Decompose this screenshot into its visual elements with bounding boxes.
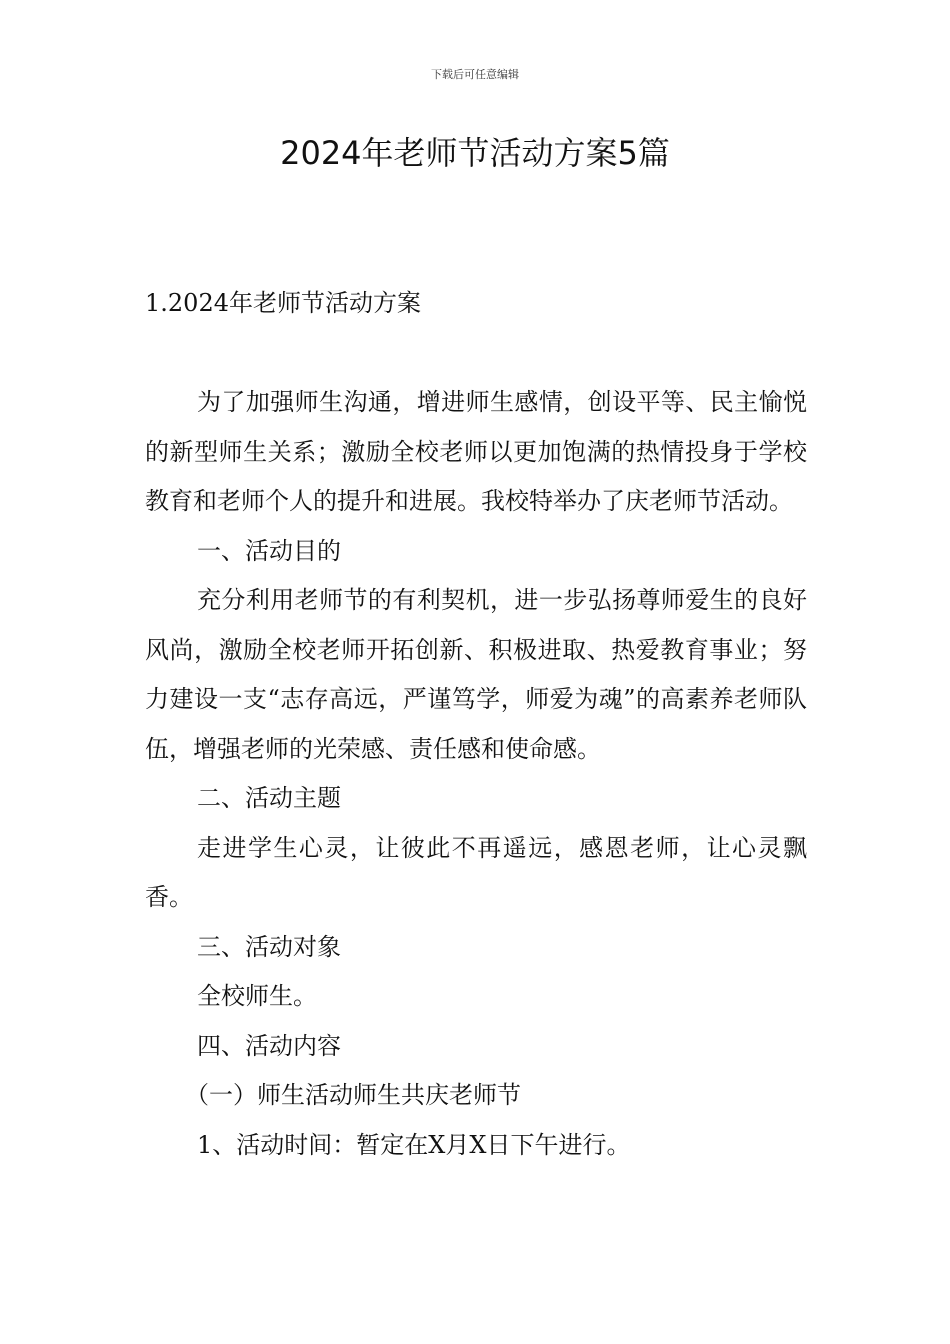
heading-activity-purpose: 一、活动目的: [197, 536, 341, 565]
document-body: [145, 378, 807, 1170]
subheading-teacher-student-activity: （一）师生活动师生共庆老师节: [185, 1081, 521, 1109]
purpose-paragraph: 充分利用老师节的有利契机，进一步弘扬尊师爱生的良好风尚，激励全校老师开拓创新、积极进取、热爱教育事业；努力建设一支“志存高远，严谨笃学，师爱为魂”的高素养老师队伍，增强老师的光荣感、责任感和使命感。: [145, 586, 807, 763]
heading-activity-content: 四、活动内容: [197, 1031, 341, 1060]
section-heading: 1.2024年老师节活动方案: [145, 289, 421, 317]
intro-paragraph: 为了加强师生沟通，增进师生感情，创设平等、民主愉悦的新型师生关系；激励全校老师以更加饱满的热情投身于学校教育和老师个人的提升和进展。我校特举办了庆老师节活动。: [145, 388, 807, 515]
heading-activity-target: 三、活动对象: [197, 932, 341, 961]
heading-activity-theme: 二、活动主题: [197, 784, 341, 812]
document-title: 2024年老师节活动方案5篇: [280, 134, 670, 172]
target-paragraph: 全校师生。: [197, 982, 317, 1010]
activity-time-item: 1、活动时间：暂定在X月X日下午进行。: [197, 1130, 631, 1159]
download-editable-note: 下载后可任意编辑: [431, 68, 519, 81]
theme-paragraph: 走进学生心灵，让彼此不再遥远，感恩老师，让心灵飘香。: [145, 833, 807, 911]
